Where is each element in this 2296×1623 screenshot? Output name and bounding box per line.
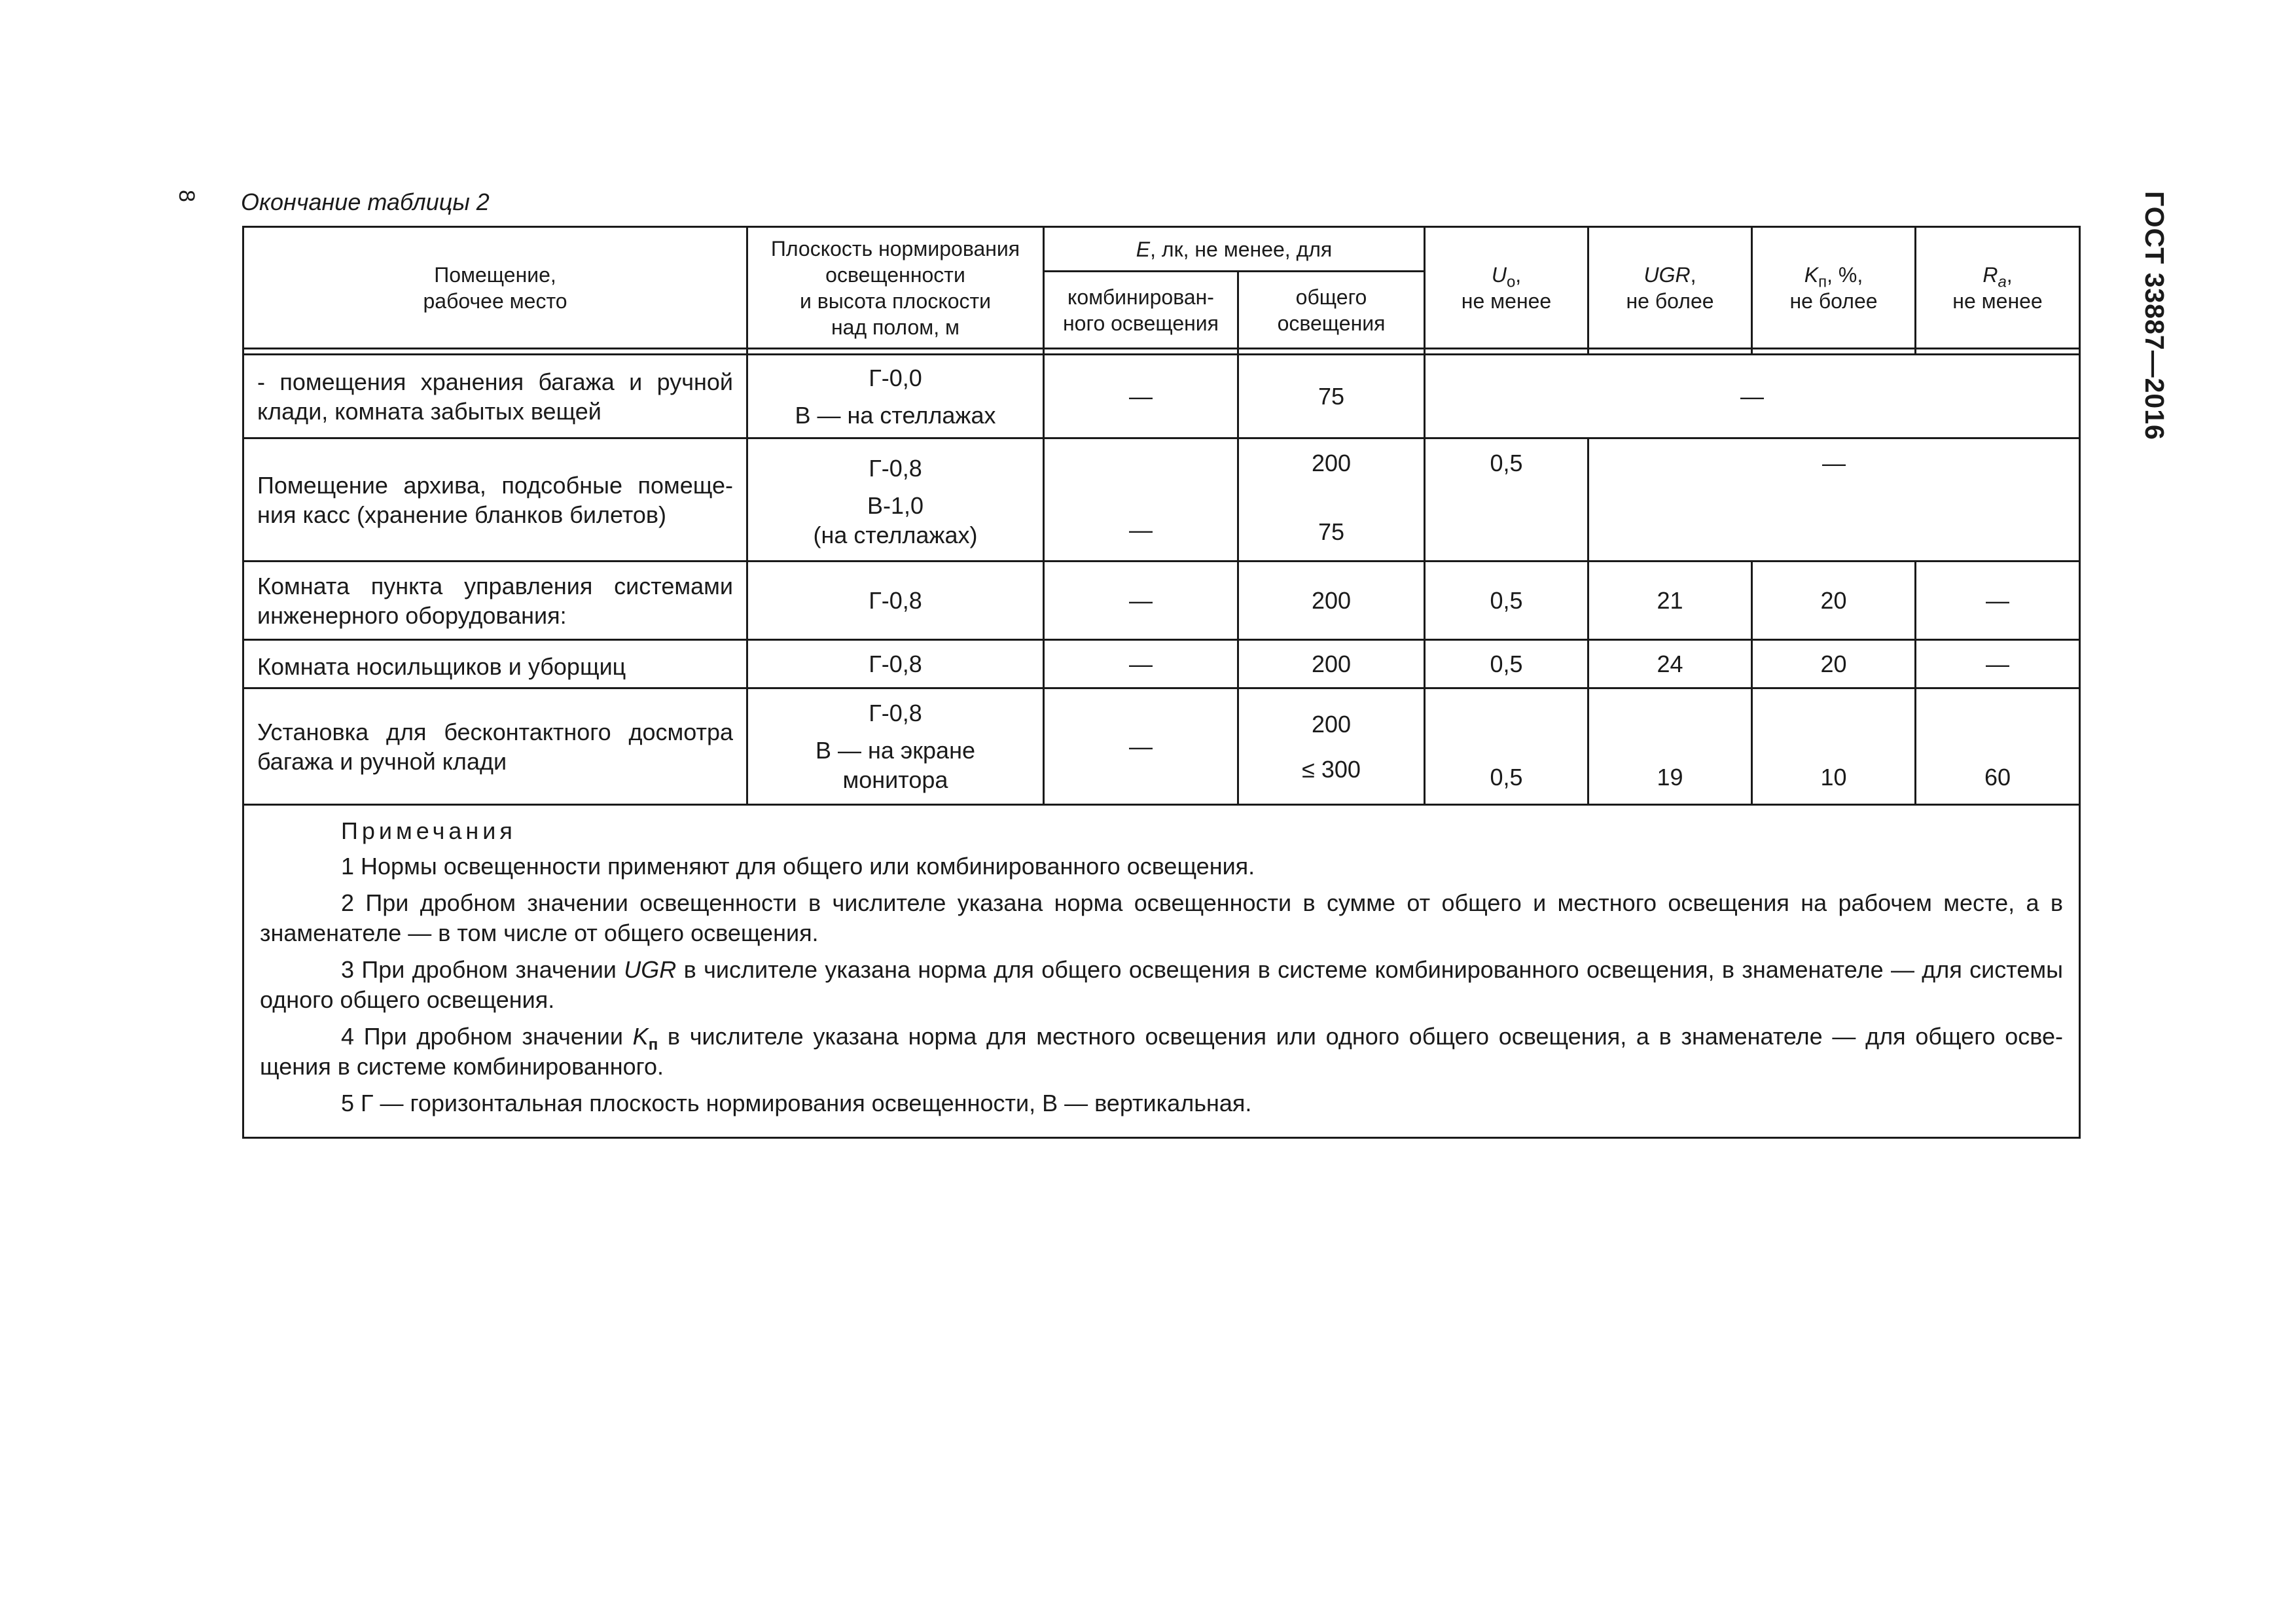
cell-uo: 0,5 xyxy=(1425,562,1588,640)
cell-e-general: 75 xyxy=(1238,355,1425,438)
cell-room: Помещение архива, подсобные помеще-ния касс (хранение бланков билетов) xyxy=(243,438,747,562)
cell-kp: 10 xyxy=(1752,688,1916,805)
cell-e-combined: — xyxy=(1044,640,1238,688)
cell-plane: Г-0,8 xyxy=(747,640,1044,688)
cell-e-general: 200 ≤ 300 xyxy=(1238,688,1425,805)
cell-room: - помещения хранения багажа и ручной клади, комната забытых вещей xyxy=(243,355,747,438)
cell-e-combined: — xyxy=(1044,688,1238,805)
cell-ra: — xyxy=(1916,640,2080,688)
cell-uo: 0,5 xyxy=(1425,688,1588,805)
note-4: 4 При дробном значении $K_п$ в числителе указана норма для местного освещения или одного общего освещения, а в знаменателе — для общего осве-щения в системе комбинированного. xyxy=(260,1023,2064,1080)
table-row xyxy=(243,640,2080,688)
notes-row xyxy=(243,805,2080,1138)
header-illuminance: E, лк, не менее, для xyxy=(1044,227,1425,272)
table-row xyxy=(243,562,2080,640)
table-row xyxy=(243,355,2080,438)
cell-rest: — xyxy=(1588,438,2080,562)
cell-ugr: 24 xyxy=(1588,640,1752,688)
header-separator xyxy=(243,349,2080,355)
header-e-general: общего освещения xyxy=(1238,272,1425,349)
lighting-norms-table xyxy=(242,226,2081,1139)
header-room: Помещение, рабочее место xyxy=(243,227,747,349)
cell-room: Комната носильщиков и уборщиц xyxy=(243,640,747,688)
header-ugr: UGR, не более xyxy=(1588,227,1752,349)
cell-e-combined: — xyxy=(1044,438,1238,562)
cell-e-general: 200 75 xyxy=(1238,438,1425,562)
cell-room: Комната пункта управления системами инженерного оборудования: xyxy=(243,562,747,640)
table-caption: Окончание таблицы 2 xyxy=(241,188,490,215)
cell-room: Установка для бесконтактного досмотра багажа и ручной клади xyxy=(243,688,747,805)
cell-plane: Г-0,8 xyxy=(747,562,1044,640)
cell-uo: 0,5 xyxy=(1425,438,1588,562)
header-plane: Плоскость нормирования освещенности и высота плоскости над полом, м xyxy=(747,227,1044,349)
cell-ra: — xyxy=(1916,562,2080,640)
table-row xyxy=(243,438,2080,562)
cell-ra: 60 xyxy=(1916,688,2080,805)
notes-title: Примечания xyxy=(341,817,516,844)
cell-plane: Г-0,0 В — на стеллажах xyxy=(747,355,1044,438)
header-ra: $R_a$, не менее xyxy=(1916,227,2080,349)
note-5: 5 Г — горизонтальная плоскость нормирования освещенности, В — вертикальная. xyxy=(341,1090,1252,1116)
cell-rest: — xyxy=(1425,355,2080,438)
cell-plane: Г-0,8 В — на экране монитора xyxy=(747,688,1044,805)
cell-kp: 20 xyxy=(1752,562,1916,640)
note-3: 3 При дробном значении UGR в числителе указана норма для общего освещения в системе комбинированного освещения, в знаменателе — для системы одного общего освещения. xyxy=(260,956,2064,1013)
cell-uo: 0,5 xyxy=(1425,640,1588,688)
cell-e-general: 200 xyxy=(1238,640,1425,688)
note-1: 1 Нормы освещенности применяют для общего или комбинированного освещения. xyxy=(341,853,1255,880)
table-row xyxy=(243,688,2080,805)
cell-ugr: 21 xyxy=(1588,562,1752,640)
standard-id: ГОСТ 33887—2016 xyxy=(2140,191,2170,440)
cell-e-general: 200 xyxy=(1238,562,1425,640)
note-2: 2 При дробном значении освещенности в числителе указана норма освещенности в сумме от общего и местного освещения на рабочем месте, а в знаменателе — в том числе от общего освещения. xyxy=(260,889,2064,946)
cell-kp: 20 xyxy=(1752,640,1916,688)
cell-plane: Г-0,8 В-1,0 (на стеллажах) xyxy=(747,438,1044,562)
header-e-combined: комбинирован- ного освещения xyxy=(1044,272,1238,349)
cell-e-combined: — xyxy=(1044,562,1238,640)
page-number: 8 xyxy=(174,190,199,202)
header-kp: $K_п$, %, не более xyxy=(1752,227,1916,349)
header-uo: $U_о$, не менее xyxy=(1425,227,1588,349)
cell-ugr: 19 xyxy=(1588,688,1752,805)
cell-e-combined: — xyxy=(1044,355,1238,438)
notes-block xyxy=(243,805,2080,1138)
